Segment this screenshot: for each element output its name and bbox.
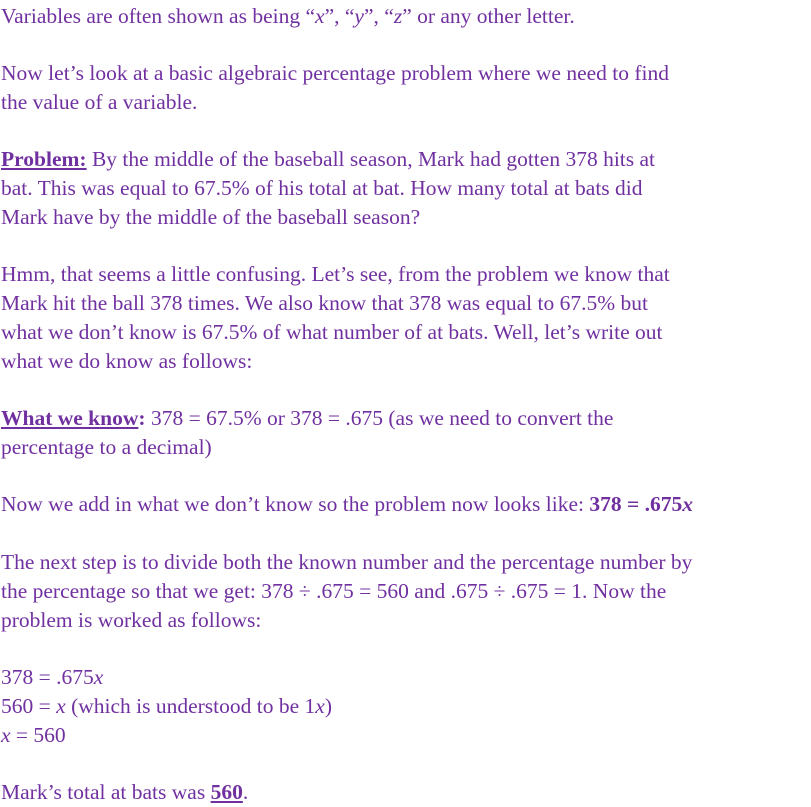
equation-step-3: x = 560 — [1, 723, 66, 747]
explanation-line-4: what we do know as follows: — [1, 349, 253, 373]
problem-label: Problem: — [1, 147, 87, 171]
what-we-know-line: What we know: 378 = 67.5% or 378 = .675 (as we need to convert the — [1, 406, 614, 430]
add-unknown-line: Now we add in what we don’t know so the problem now looks like: 378 = .675x — [1, 492, 694, 516]
problem-line-2: bat. This was equal to 67.5% of his total at bat. How many total at bats did — [1, 176, 643, 200]
problem-line-1: Problem: By the middle of the baseball season, Mark had gotten 378 hits at — [1, 147, 656, 171]
equation-step-1: 378 = .675x — [1, 665, 104, 689]
var-y: y — [354, 4, 364, 28]
problem-line-3: Mark have by the middle of the baseball season? — [1, 205, 421, 229]
explanation-line-1: Hmm, that seems a little confusing. Let’s see, from the problem we know that — [1, 262, 670, 286]
final-answer-line: Mark’s total at bats was 560. — [1, 780, 249, 804]
final-answer-value: 560 — [210, 780, 243, 804]
equation-step-2: 560 = x (which is understood to be 1x) — [1, 694, 333, 718]
equation-bold: 378 = .675 — [589, 492, 683, 516]
what-we-know-line-2: percentage to a decimal) — [1, 435, 212, 459]
next-step-line-2: the percentage so that we get: 378 ÷ .675 = 560 and .675 ÷ .675 = 1. Now the — [1, 579, 667, 603]
intro-line-3: the value of a variable. — [1, 90, 198, 114]
var-z: z — [393, 4, 403, 28]
next-step-line-1: The next step is to divide both the known number and the percentage number by — [1, 550, 693, 574]
what-we-know-label: What we know — [1, 406, 139, 430]
explanation-line-2: Mark hit the ball 378 times. We also know that 378 was equal to 67.5% but — [1, 291, 648, 315]
var-x: x — [315, 4, 325, 28]
intro-variables-line: Variables are often shown as being “x”, “y”, “z” or any other letter. — [1, 4, 575, 28]
intro-line-2: Now let’s look at a basic algebraic percentage problem where we need to find — [1, 61, 670, 85]
explanation-line-3: what we don’t know is 67.5% of what number of at bats. Well, let’s write out — [1, 320, 663, 344]
next-step-line-3: problem is worked as follows: — [1, 608, 262, 632]
